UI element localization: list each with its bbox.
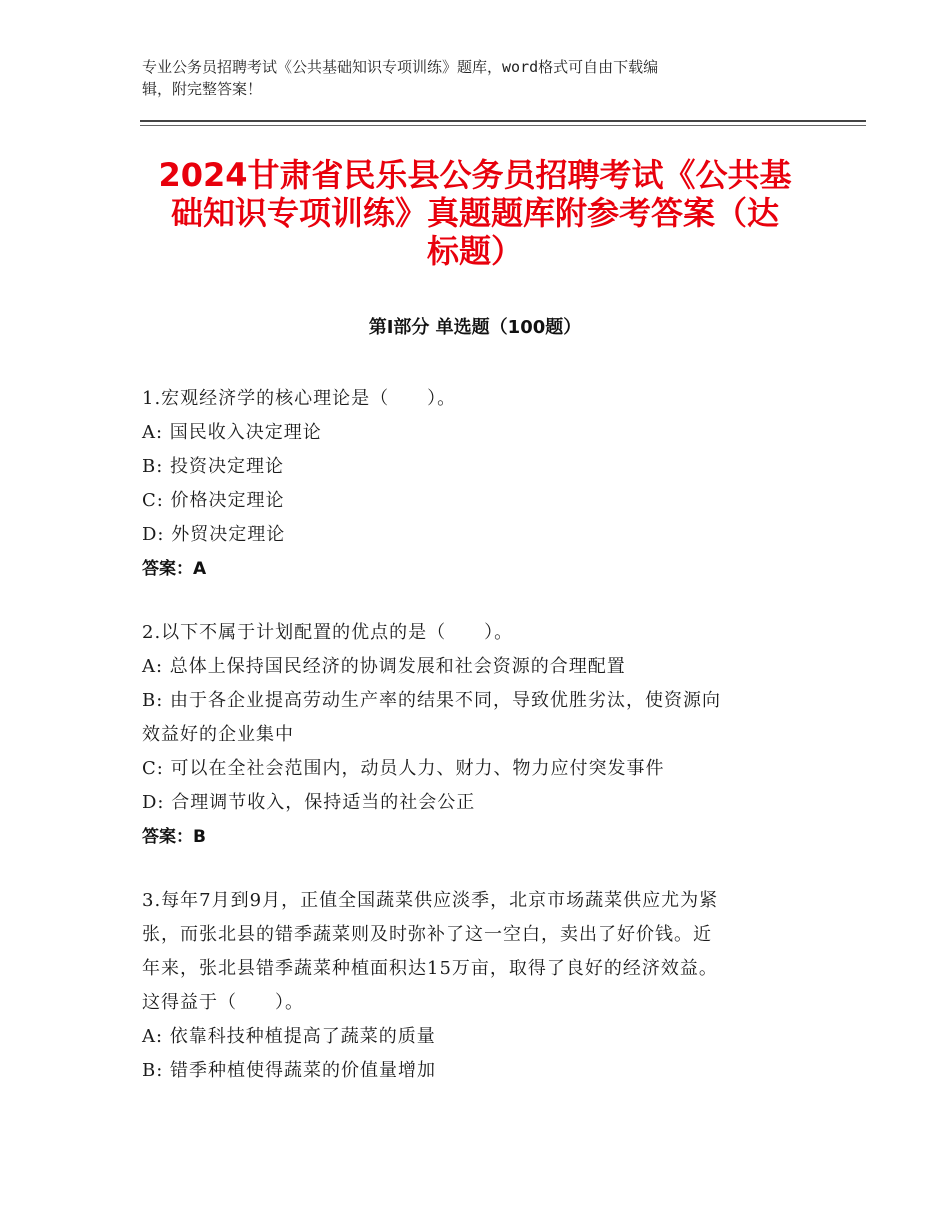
option-b-continued: 效益好的企业集中 [142, 724, 294, 745]
question-stem: 3.每年7月到9月，正值全国蔬菜供应淡季，北京市场蔬菜供应尤为紧 [142, 890, 719, 911]
section-heading: 第Ⅰ部分 单选题（100题） [368, 317, 582, 338]
question-1 [142, 382, 810, 586]
option-b: B: 由于各企业提高劳动生产率的结果不同，导致优胜劣汰，使资源向 [142, 690, 722, 711]
question-2 [142, 616, 810, 854]
question-stem: 1.宏观经济学的核心理论是（ ）。 [142, 388, 457, 409]
header-note-line: 专业公务员招聘考试《公共基础知识专项训练》题库，word格式可自由下载编 [142, 58, 659, 76]
header-note [142, 56, 802, 100]
document-title [120, 156, 830, 270]
question-stem: 2.以下不属于计划配置的优点的是（ ）。 [142, 622, 514, 643]
header-divider-thin [140, 125, 866, 126]
option-b: B: 错季种植使得蔬菜的价值量增加 [142, 1060, 437, 1081]
title-line: 2024甘肃省民乐县公务员招聘考试《公共基 [158, 156, 792, 194]
option-d: D: 合理调节收入，保持适当的社会公正 [142, 792, 476, 813]
question-stem: 年来，张北县错季蔬菜种植面积达15万亩，取得了良好的经济效益。 [142, 958, 718, 979]
answer-line: 答案：A [142, 559, 207, 579]
option-a: A: 依靠科技种植提高了蔬菜的质量 [142, 1026, 436, 1047]
title-line: 标题） [426, 232, 523, 270]
answer-line: 答案：B [142, 827, 206, 847]
question-3 [142, 884, 810, 1088]
question-stem: 这得益于（ ）。 [142, 992, 304, 1013]
option-a: A: 总体上保持国民经济的协调发展和社会资源的合理配置 [142, 656, 626, 677]
question-stem: 张，而张北县的错季蔬菜则及时弥补了这一空白，卖出了好价钱。近 [142, 924, 712, 945]
option-c: C: 价格决定理论 [142, 490, 285, 511]
option-a: A: 国民收入决定理论 [142, 422, 322, 443]
option-d: D: 外贸决定理论 [142, 524, 286, 545]
title-line: 础知识专项训练》真题题库附参考答案（达 [170, 194, 779, 232]
question-list [142, 382, 810, 1118]
option-c: C: 可以在全社会范围内，动员人力、财力、物力应付突发事件 [142, 758, 665, 779]
header-divider [140, 120, 866, 122]
header-note-line: 辑，附完整答案！ [142, 80, 263, 98]
option-b: B: 投资决定理论 [142, 456, 285, 477]
